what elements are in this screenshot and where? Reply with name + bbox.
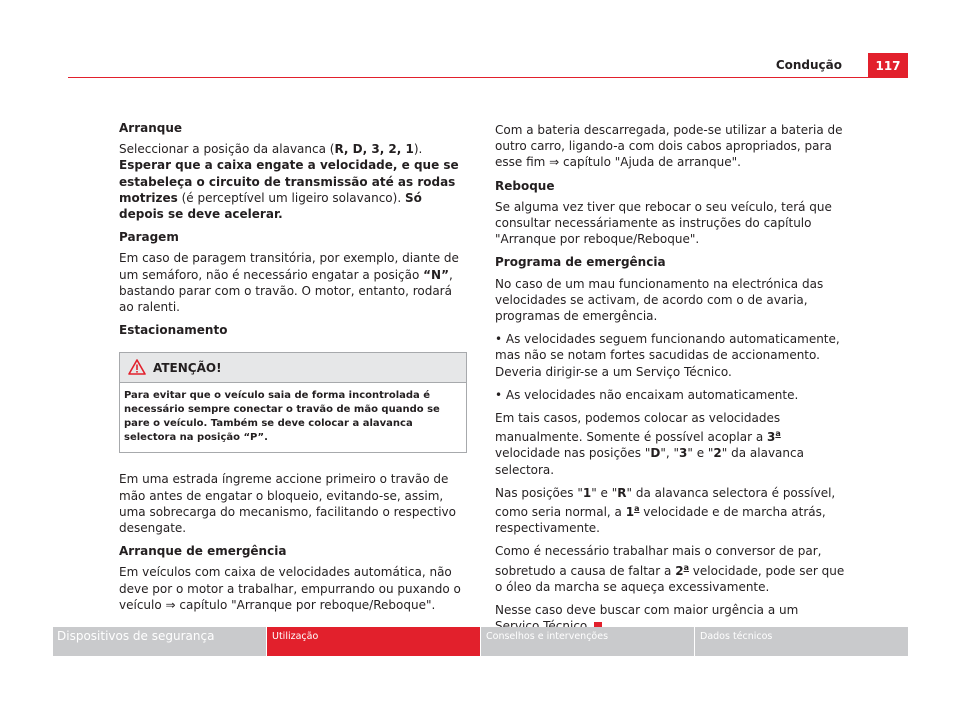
page-number: 117 <box>868 53 908 77</box>
programa-paragraph: No caso de um mau funcionamento na electrónica das velocidades se activam, de acordo com o de avaria, programas de emergência. <box>495 276 824 324</box>
warning-box <box>119 352 467 453</box>
header-divider <box>68 77 908 78</box>
servico-paragraph: Nesse caso deve buscar com maior urgência a um <box>495 602 845 634</box>
right-column <box>495 122 845 641</box>
section-title: Condução <box>775 58 842 72</box>
footer-tab-dados[interactable]: Dados técnicos <box>695 627 908 656</box>
paragem-heading: Paragem <box>119 230 179 245</box>
arranque-paragraph: Seleccionar a posição da alavanca (R, D, 3, 2, 1). Esperar que a caixa engate a velocidade, e que se estabeleça o circuito de transmissão até as rodas motrizes (é perceptível um ligeiro solavanco). Só depois se deve acelerar. <box>119 142 459 222</box>
bullet-item: • As velocidades seguem funcionando automaticamente, mas não se notam fortes sacudidas de accionamento. Deveria dirigir-se a um Serviço Técnico. <box>495 332 840 379</box>
reference-arrow-icon: ⇒ <box>165 597 176 612</box>
left-column <box>119 120 467 620</box>
emergencia-heading: Arranque de emergência <box>119 544 287 559</box>
footer-tab-seguranca[interactable]: Dispositivos de segurança <box>53 627 266 656</box>
reboque-heading: Reboque <box>495 178 555 193</box>
estacionamento-heading: Estacionamento <box>119 323 228 338</box>
warning-header <box>120 353 466 383</box>
footer-tab-utilizacao[interactable]: Utilização <box>267 627 480 656</box>
manual-paragraph: Em tais casos, podemos colocar as velocidades manualmente. Somente é possível acoplar a 3$^a$ velocidade nas posições "D", "3" e "2" da alavanca selectora. <box>495 411 804 477</box>
programa-heading: Programa de emergência <box>495 255 666 270</box>
warning-text: Para evitar que o veículo saia de forma incontrolada é necessário sempre conectar o travão de mão quando se pare o veículo. Também se deve colocar a alavanca selectora na posição “P”. <box>124 390 440 444</box>
reference-arrow-icon: ⇒ <box>549 155 560 170</box>
emergencia-paragraph: Em veículos com caixa de velocidades automática, não deve por o motor a trabalhar, empurrando ou puxando o veículo ⇒ capítulo "Arranque por reboque/Reboque". <box>119 565 461 612</box>
warning-title: ATENÇÃO! <box>153 361 222 376</box>
reboque-paragraph: Se alguma vez tiver que rebocar o seu veículo, terá que consultar necessáriamente as instruções do capítulo "Arranque por reboque/Reboque". <box>495 199 832 247</box>
warning-triangle-icon <box>128 359 146 375</box>
conversor-paragraph: Como é necessário trabalhar mais o conversor de par, sobretudo a causa de faltar a 2$^a$ velocidade, pode ser que o óleo da marcha se aqueça excessivamente. <box>495 544 845 594</box>
footer-tab-conselhos[interactable]: Conselhos e intervenções <box>481 627 694 656</box>
arranque-heading: Arranque <box>119 121 183 135</box>
bullet-item: • As velocidades não encaixam automaticamente. <box>495 387 799 402</box>
paragem-paragraph: Em caso de paragem transitória, por exemplo, diante de um semáforo, não é necessário engatar a posição “N”, bastando parar com o travão. O motor, entanto, rodará ao ralenti. <box>119 251 459 315</box>
ingreme-paragraph: Em uma estrada íngreme accione primeiro o travão de mão antes de engatar o bloqueio, evitando-se, assim, uma sobrecarga do mecanismo, facilitando o respectivo desengate. <box>119 472 456 536</box>
bateria-paragraph: Com a bateria descarregada, pode-se utilizar a bateria de outro carro, ligando-a com dois cabos apropriados, para esse fim ⇒ capítulo "Ajuda de arranque". <box>495 123 843 170</box>
posicoes-paragraph: Nas posições "1" e "R" da alavanca selectora é possível, como seria normal, a 1$^a$ velocidade e de marcha atrás, respectivamente. <box>495 485 836 536</box>
